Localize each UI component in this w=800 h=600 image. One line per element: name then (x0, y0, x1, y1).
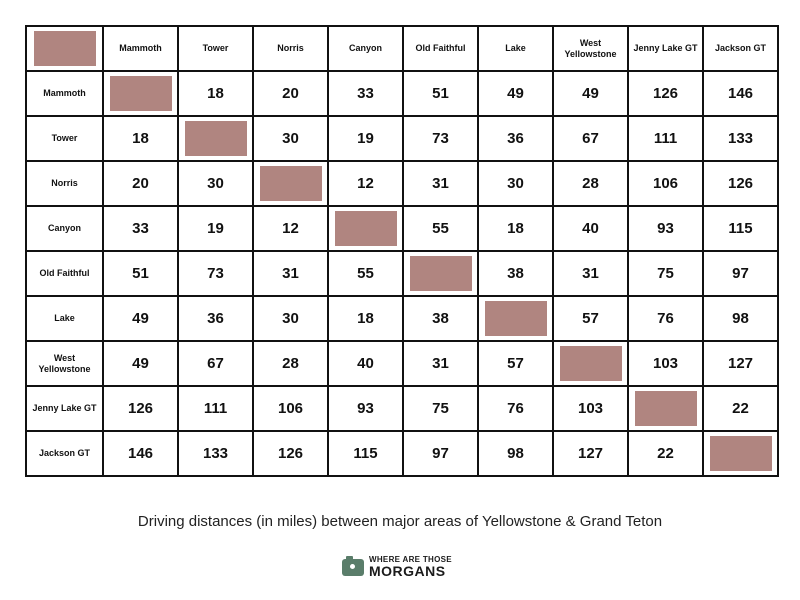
distance-table (25, 25, 779, 477)
row-header: Old Faithful (26, 251, 103, 296)
distance-cell: 126 (628, 71, 703, 116)
diagonal-cell (703, 431, 778, 476)
diagonal-swatch (110, 76, 172, 111)
distance-cell: 93 (328, 386, 403, 431)
distance-cell: 33 (103, 206, 178, 251)
corner-cell (26, 26, 103, 71)
diagonal-cell (253, 161, 328, 206)
distance-cell: 18 (103, 116, 178, 161)
row-header: Jenny Lake GT (26, 386, 103, 431)
distance-cell: 30 (178, 161, 253, 206)
distance-cell: 73 (403, 116, 478, 161)
distance-cell: 133 (703, 116, 778, 161)
distance-cell: 106 (628, 161, 703, 206)
distance-cell: 31 (403, 161, 478, 206)
row-header: Canyon (26, 206, 103, 251)
diagonal-swatch (260, 166, 322, 201)
distance-table-wrapper (25, 25, 779, 477)
distance-cell: 98 (478, 431, 553, 476)
distance-cell: 115 (703, 206, 778, 251)
distance-cell: 93 (628, 206, 703, 251)
distance-cell: 75 (628, 251, 703, 296)
distance-cell: 55 (403, 206, 478, 251)
table-row (26, 206, 778, 251)
distance-cell: 28 (553, 161, 628, 206)
diagonal-cell (328, 206, 403, 251)
distance-cell: 51 (403, 71, 478, 116)
distance-cell: 115 (328, 431, 403, 476)
column-header: West Yellowstone (553, 26, 628, 71)
distance-cell: 146 (703, 71, 778, 116)
diagonal-cell (403, 251, 478, 296)
distance-cell: 31 (253, 251, 328, 296)
distance-cell: 20 (253, 71, 328, 116)
distance-cell: 146 (103, 431, 178, 476)
table-row (26, 386, 778, 431)
distance-cell: 126 (253, 431, 328, 476)
distance-cell: 28 (253, 341, 328, 386)
column-header: Lake (478, 26, 553, 71)
distance-cell: 97 (703, 251, 778, 296)
distance-cell: 36 (178, 296, 253, 341)
table-row (26, 116, 778, 161)
table-body (26, 71, 778, 476)
distance-cell: 30 (253, 116, 328, 161)
distance-cell: 97 (403, 431, 478, 476)
distance-cell: 19 (328, 116, 403, 161)
distance-cell: 30 (253, 296, 328, 341)
column-header: Mammoth (103, 26, 178, 71)
distance-cell: 18 (478, 206, 553, 251)
logo-top-text: WHERE ARE THOSE (369, 555, 452, 564)
distance-cell: 33 (328, 71, 403, 116)
diagonal-cell (178, 116, 253, 161)
distance-cell: 75 (403, 386, 478, 431)
chart-caption: Driving distances (in miles) between major areas of Yellowstone & Grand Teton (137, 513, 663, 530)
row-header: Mammoth (26, 71, 103, 116)
table-row (26, 71, 778, 116)
distance-cell: 18 (178, 71, 253, 116)
distance-cell: 57 (478, 341, 553, 386)
distance-cell: 106 (253, 386, 328, 431)
distance-cell: 22 (703, 386, 778, 431)
diagonal-cell (478, 296, 553, 341)
distance-cell: 22 (628, 431, 703, 476)
distance-cell: 12 (253, 206, 328, 251)
distance-cell: 49 (103, 341, 178, 386)
distance-cell: 67 (553, 116, 628, 161)
diagonal-swatch (710, 436, 772, 471)
distance-cell: 67 (178, 341, 253, 386)
column-header: Jackson GT (703, 26, 778, 71)
table-row (26, 341, 778, 386)
distance-cell: 76 (478, 386, 553, 431)
distance-cell: 98 (703, 296, 778, 341)
distance-cell: 49 (103, 296, 178, 341)
diagonal-cell (628, 386, 703, 431)
distance-cell: 20 (103, 161, 178, 206)
distance-cell: 49 (553, 71, 628, 116)
distance-cell: 51 (103, 251, 178, 296)
column-header: Norris (253, 26, 328, 71)
distance-cell: 111 (628, 116, 703, 161)
diagonal-swatch (560, 346, 622, 381)
distance-cell: 57 (553, 296, 628, 341)
column-header: Old Faithful (403, 26, 478, 71)
distance-cell: 30 (478, 161, 553, 206)
table-row (26, 296, 778, 341)
distance-cell: 40 (328, 341, 403, 386)
logo-bottom-text: MORGANS (369, 563, 446, 579)
camera-icon (342, 559, 364, 576)
row-header: West Yellowstone (26, 341, 103, 386)
column-header: Tower (178, 26, 253, 71)
distance-cell: 103 (553, 386, 628, 431)
distance-cell: 12 (328, 161, 403, 206)
diagonal-swatch (485, 301, 547, 336)
distance-cell: 18 (328, 296, 403, 341)
diagonal-cell (553, 341, 628, 386)
row-header: Tower (26, 116, 103, 161)
row-header: Jackson GT (26, 431, 103, 476)
column-header: Canyon (328, 26, 403, 71)
distance-cell: 55 (328, 251, 403, 296)
distance-cell: 31 (403, 341, 478, 386)
logo-text (369, 556, 452, 578)
brand-logo (342, 555, 452, 579)
distance-cell: 126 (703, 161, 778, 206)
diagonal-cell (103, 71, 178, 116)
table-row (26, 161, 778, 206)
distance-cell: 38 (478, 251, 553, 296)
distance-cell: 127 (703, 341, 778, 386)
corner-swatch (34, 31, 96, 66)
table-row (26, 431, 778, 476)
table-row (26, 251, 778, 296)
distance-cell: 127 (553, 431, 628, 476)
distance-cell: 31 (553, 251, 628, 296)
diagonal-swatch (635, 391, 697, 426)
column-header: Jenny Lake GT (628, 26, 703, 71)
row-header: Norris (26, 161, 103, 206)
distance-cell: 73 (178, 251, 253, 296)
distance-cell: 38 (403, 296, 478, 341)
distance-cell: 40 (553, 206, 628, 251)
diagonal-swatch (185, 121, 247, 156)
distance-cell: 103 (628, 341, 703, 386)
row-header: Lake (26, 296, 103, 341)
distance-cell: 49 (478, 71, 553, 116)
distance-cell: 111 (178, 386, 253, 431)
distance-cell: 133 (178, 431, 253, 476)
distance-cell: 126 (103, 386, 178, 431)
distance-cell: 76 (628, 296, 703, 341)
diagonal-swatch (335, 211, 397, 246)
distance-cell: 19 (178, 206, 253, 251)
distance-cell: 36 (478, 116, 553, 161)
diagonal-swatch (410, 256, 472, 291)
header-row (26, 26, 778, 71)
